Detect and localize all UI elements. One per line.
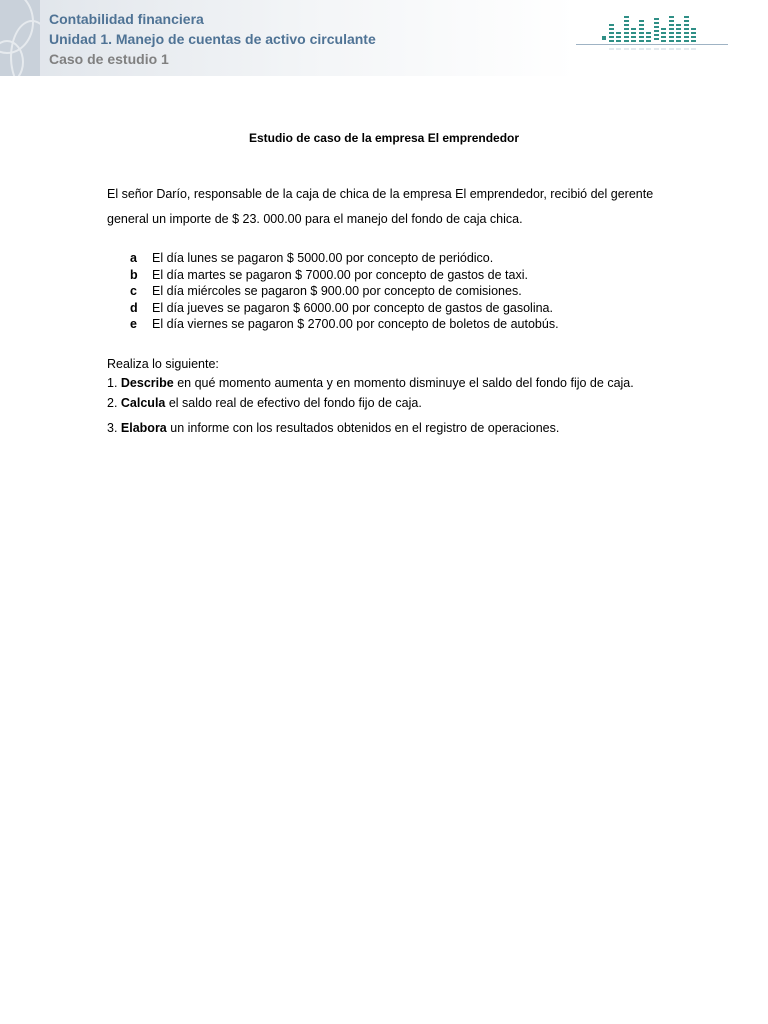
task-text: el saldo real de efectivo del fondo fijo de caja. (165, 396, 422, 410)
list-item (130, 250, 670, 267)
list-item-text: El día viernes se pagaron $ 2700.00 por concepto de boletos de autobús. (152, 317, 559, 332)
task-number: 2. (107, 396, 121, 410)
list-item-letter: b (130, 267, 138, 282)
list-item-letter: c (130, 284, 137, 299)
unit-title: Unidad 1. Manejo de cuentas de activo circulante (49, 31, 376, 47)
list-item-letter: d (130, 300, 138, 315)
case-title: Caso de estudio 1 (49, 51, 169, 67)
task-text: un informe con los resultados obtenidos en el registro de operaciones. (166, 421, 560, 435)
bar-logo-icon (576, 10, 748, 74)
page-header (0, 0, 768, 76)
list-item (130, 267, 670, 284)
document-title: Estudio de caso de la empresa El emprendedor (248, 131, 520, 145)
list-item-text: El día jueves se pagaron $ 6000.00 por concepto de gastos de gasolina. (152, 300, 553, 315)
task-verb: Describe (120, 376, 174, 390)
task-number: 3. (107, 421, 121, 435)
header-text (49, 9, 376, 69)
list-item-text: El día martes se pagaron $ 7000.00 por concepto de gastos de taxi. (152, 267, 528, 282)
header-decoration (0, 0, 40, 76)
task-section (107, 356, 667, 437)
tasks-intro: Realiza lo siguiente: (107, 357, 219, 371)
task-number: 1. (107, 376, 121, 390)
task-verb: Calcula (120, 396, 166, 410)
list-item-text: El día lunes se pagaron $ 5000.00 por concepto de periódico. (152, 251, 494, 265)
task-item (107, 419, 667, 437)
list-item (130, 316, 670, 333)
course-title: Contabilidad financiera (49, 11, 204, 27)
list-item (130, 300, 670, 317)
intro-paragraph: El señor Darío, responsable de la caja de chica de la empresa El emprendedor, recibió del gerente general un importe de $ 23. 000.00 para el manejo del fondo de caja chica. (107, 187, 654, 226)
task-item (107, 394, 667, 412)
expense-list (130, 250, 670, 333)
task-text: en qué momento aumenta y en momento disminuye el saldo del fondo fijo de caja. (173, 376, 634, 390)
list-item-letter: e (130, 317, 137, 332)
list-item-text: El día miércoles se pagaron $ 900.00 por concepto de comisiones. (152, 284, 522, 299)
list-item (130, 283, 670, 300)
list-item-letter: a (130, 251, 137, 265)
task-item (107, 372, 667, 394)
logo-underline (576, 44, 728, 45)
task-verb: Elabora (120, 421, 167, 435)
